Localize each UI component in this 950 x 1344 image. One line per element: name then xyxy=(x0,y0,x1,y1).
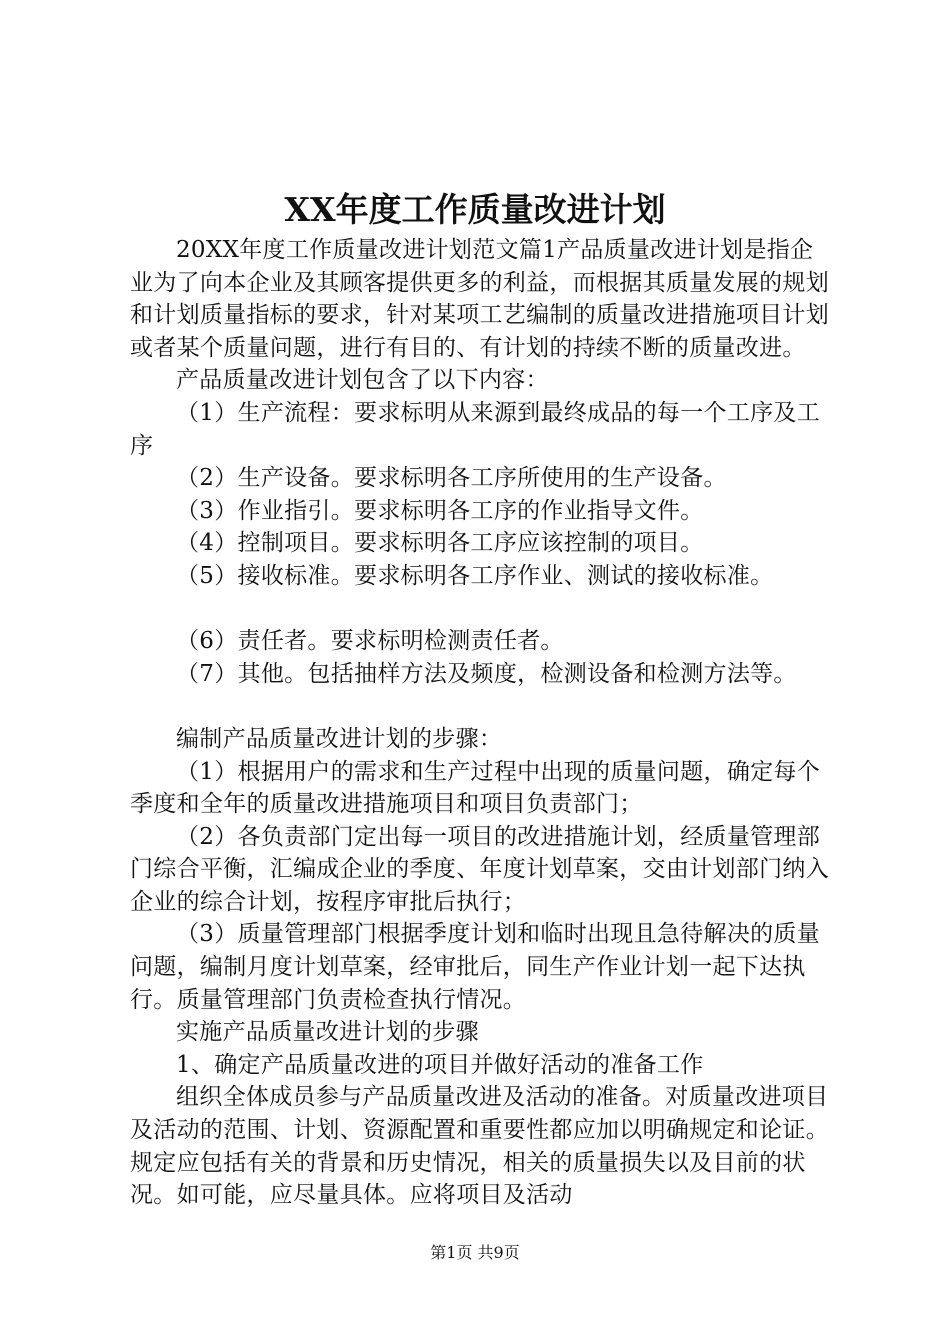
list-item: （2）各负责部门定出每一项目的改进措施计划，经质量管理部门综合平衡，汇编成企业的季度、年度计划草案，交由计划部门纳入企业的综合计划，按程序审批后执行； xyxy=(130,823,829,915)
page-footer: 第1页 共9页 xyxy=(430,1243,520,1262)
list-item: （3）作业指引。要求标明各工序的作业指导文件。 xyxy=(176,497,704,524)
list-item: （2）生产设备。要求标明各工序所使用的生产设备。 xyxy=(176,465,727,492)
list-item: （6）责任者。要求标明检测责任者。 xyxy=(176,628,564,655)
blank-line xyxy=(130,690,835,723)
list-item: （1）生产流程：要求标明从来源到最终成品的每一个工序及工序 xyxy=(130,399,821,459)
paragraph-steps-heading: 编制产品质量改进计划的步骤： xyxy=(176,725,503,752)
list-item: （1）根据用户的需求和生产过程中出现的质量问题，确定每个季度和全年的质量改进措施项目和项目负责部门； xyxy=(130,758,821,818)
list-item: （4）控制项目。要求标明各工序应该控制的项目。 xyxy=(176,530,704,557)
document-body xyxy=(130,234,835,1212)
paragraph-implementation-heading: 实施产品质量改进计划的步骤 xyxy=(176,1019,479,1046)
paragraph-step-1-body: 组织全体成员参与产品质量改进及活动的准备。对质量改进项目及活动的范围、计划、资源配置和重要性都应加以明确规定和论证。规定应包括有关的背景和历史情况，相关的质量损失以及目前的状况。如可能，应尽量具体。应将项目及活动 xyxy=(130,1084,829,1209)
blank-line xyxy=(130,593,835,626)
list-item: （7）其他。包括抽样方法及频度，检测设备和检测方法等。 xyxy=(176,660,797,687)
document-title: XX年度工作质量改进计划 xyxy=(284,190,666,229)
paragraph-intro: 20XX年度工作质量改进计划范文篇1产品质量改进计划是指企业为了向本企业及其顾客提供更多的利益，而根据其质量发展的规划和计划质量指标的要求，针对某项工艺编制的质量改进措施项目计划或者某个质量问题，进行有目的、有计划的持续不断的质量改进。 xyxy=(130,237,829,361)
paragraph-contents-heading: 产品质量改进计划包含了以下内容： xyxy=(176,367,549,394)
list-item: （3）质量管理部门根据季度计划和临时出现且急待解决的质量问题，编制月度计划草案，经审批后，同生产作业计划一起下达执行。质量管理部门负责检查执行情况。 xyxy=(130,921,821,1013)
paragraph-step-1-heading: 1、确定产品质量改进的项目并做好活动的准备工作 xyxy=(176,1051,704,1078)
list-item: （5）接收标准。要求标明各工序作业、测试的接收标准。 xyxy=(176,562,774,589)
